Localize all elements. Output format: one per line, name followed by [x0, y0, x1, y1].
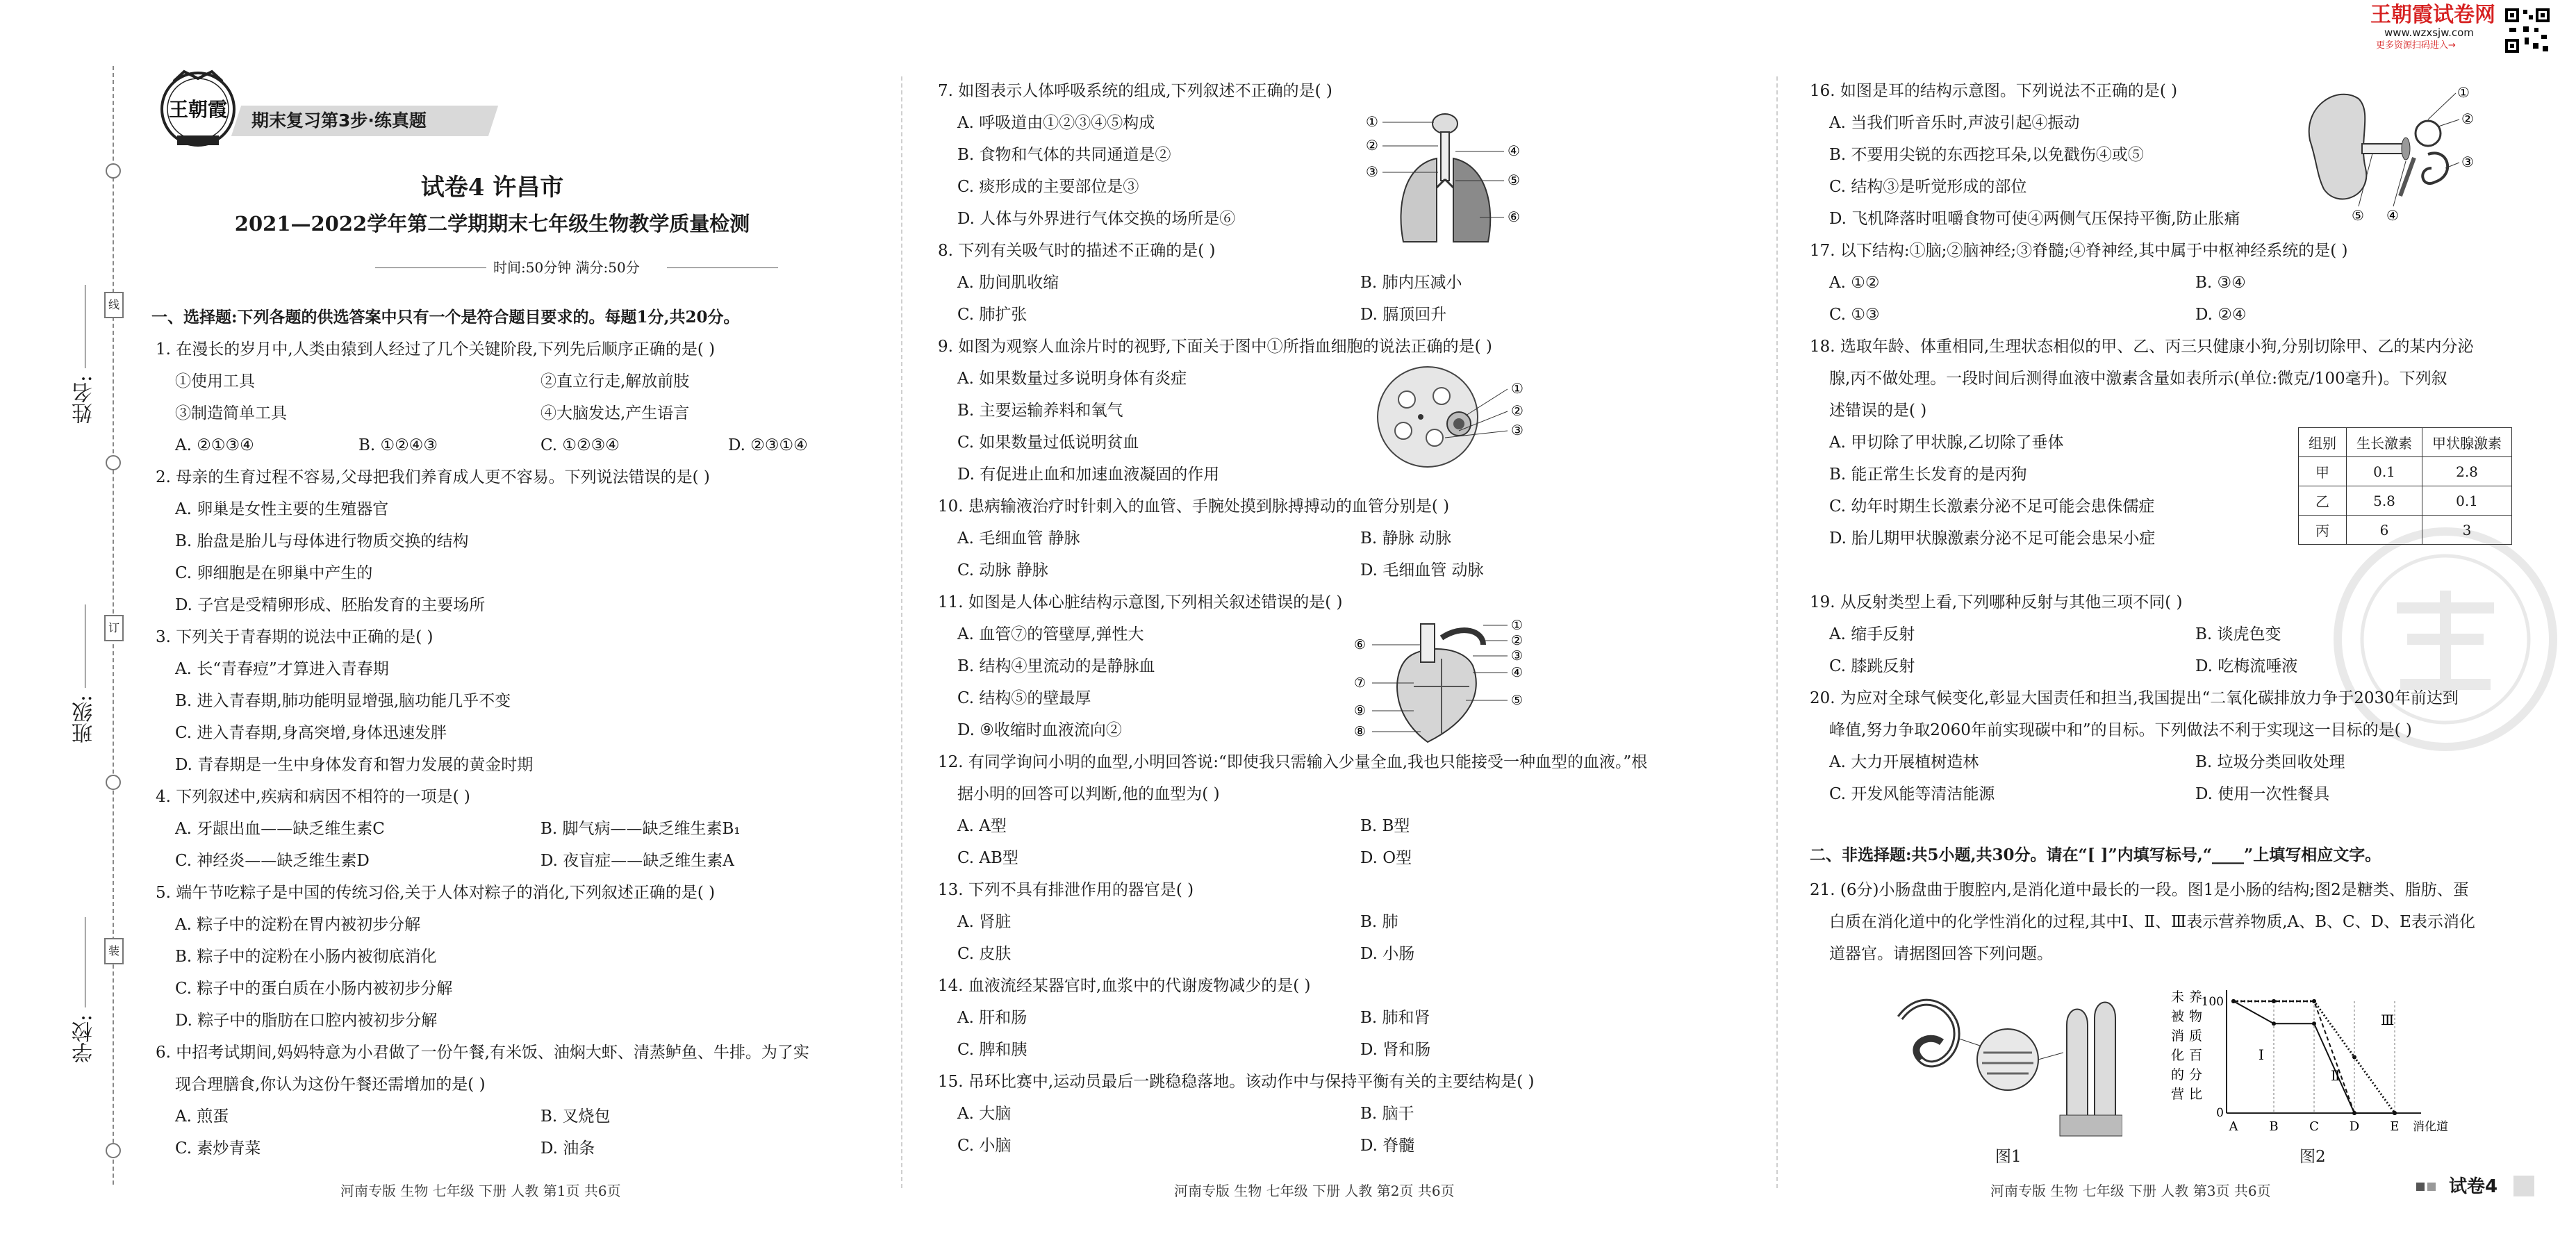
choice-d[interactable]: D. 子宫是受精卵形成、胚胎发育的主要场所: [175, 596, 486, 614]
corner-block: [2513, 1176, 2534, 1196]
choice-c[interactable]: C. 结构⑤的壁最厚: [957, 689, 1091, 707]
question-5: [151, 877, 888, 1037]
table-cell: 5.8: [2347, 486, 2422, 516]
question-8: [938, 235, 1758, 331]
choice-c[interactable]: C. 痰形成的主要部位是③: [957, 178, 1139, 196]
logo-seal-icon: [156, 66, 240, 149]
paper-title: 试卷4 许昌市: [420, 174, 564, 201]
table-cell: 0.1: [2422, 486, 2512, 516]
question-12: [938, 746, 1758, 874]
choice-d[interactable]: D. 夜盲症——缺乏维生素A: [540, 852, 734, 870]
column-divider: [1776, 76, 1778, 1188]
choice-d[interactable]: D. 油条: [540, 1139, 595, 1158]
ear-structure-figure: [2296, 78, 2477, 224]
choice-b[interactable]: B. ①②④③: [358, 436, 438, 454]
data-point: [2272, 999, 2276, 1003]
figure-label: ⑥: [1508, 208, 1520, 225]
question-stem: 3. 下列关于青春期的说法中正确的是( ): [156, 628, 434, 646]
page-footer: 河南专版 生物 七年级 下册 人教 第3页 共6页: [1990, 1183, 2271, 1199]
choice-a[interactable]: A. 当我们听音乐时,声波引起④振动: [1829, 114, 2080, 132]
question-stem: 峰值,努力争取2060年前实现碳中和”的目标。下列做法不利于实现这一目标的是( ): [1829, 721, 2412, 739]
binding-hole: [106, 775, 121, 790]
section1-heading: 一、选择题:下列各题的供选答案中只有一个是符合题目要求的。每题1分,共20分。: [151, 308, 740, 327]
choice-b[interactable]: B. 粽子中的淀粉在小肠内被彻底消化: [175, 948, 437, 966]
name-label: 姓名:: [72, 375, 97, 425]
figure-label: ③: [1366, 163, 1378, 180]
question-stem: 15. 吊环比赛中,运动员最后一跳稳稳落地。该动作中与保持平衡有关的主要结构是( ): [938, 1073, 1535, 1091]
choice-c[interactable]: C. 肺扩张: [957, 306, 1027, 324]
choice-d[interactable]: D. 人体与外界进行气体交换的场所是⑥: [957, 210, 1236, 228]
figure-label: ③: [1511, 422, 1524, 438]
question-stem: 4. 下列叙述中,疾病和病因不相符的一项是( ): [156, 788, 470, 806]
choice-a[interactable]: A. 呼吸道由①②③④⑤构成: [957, 114, 1155, 132]
question-stem: 现合理膳食,你认为这份午餐还需增加的是( ): [175, 1076, 486, 1094]
question-stem: 11. 如图是人体心脏结构示意图,下列相关叙述错误的是( ): [938, 593, 1343, 611]
question-7: [938, 75, 1758, 235]
question-stem: 12. 有同学询问小明的血型,小明回答说:“即使我只需输入少量全血,我也只能接受一种血型的血液。”根: [938, 753, 1648, 771]
choice-b[interactable]: B. ③④: [2195, 274, 2246, 292]
choice-a[interactable]: A. ①②: [1829, 274, 1880, 292]
school-label: 学校:: [72, 1014, 97, 1064]
binding-tag: 订: [104, 615, 124, 641]
choice-a[interactable]: A. 卵巢是女性主要的生殖器官: [175, 500, 389, 518]
data-point: [2272, 1021, 2276, 1026]
choice-b[interactable]: B. 主要运输养料和氧气: [957, 402, 1123, 420]
question-11: [938, 586, 1758, 746]
data-point: [2312, 1021, 2316, 1026]
choice-d[interactable]: D. 有促进止血和加速血液凝固的作用: [957, 466, 1220, 484]
figure-label: ②: [1511, 402, 1524, 419]
table-cell: 6: [2347, 516, 2422, 545]
digestion-chart: [2157, 976, 2466, 1139]
choice-c[interactable]: C. 开发风能等清洁能源: [1829, 785, 1995, 803]
choice-d[interactable]: D. 飞机降落时咀嚼食物可使④两侧气压保持平衡,防止胀痛: [1829, 210, 2240, 228]
choice-a[interactable]: A. 甲切除了甲状腺,乙切除了垂体: [1829, 434, 2064, 452]
figure-caption: 图1: [1995, 1148, 2022, 1166]
choice-c[interactable]: C. 幼年时期生长激素分泌不足可能会患侏儒症: [1829, 497, 2155, 516]
figure-caption: 图2: [2300, 1148, 2326, 1166]
y-tick-label: 100: [2201, 995, 2224, 1009]
question-stem: 13. 下列不具有排泄作用的器官是( ): [938, 881, 1194, 899]
figure-label: ②: [1511, 633, 1524, 648]
data-point: [2393, 1111, 2397, 1115]
choice-c[interactable]: C. 皮肤: [957, 945, 1012, 963]
choice-d[interactable]: D. 肾和肠: [1360, 1041, 1431, 1059]
svg-text:王朝霞: 王朝霞: [168, 98, 228, 121]
data-point: [2312, 999, 2316, 1003]
choice-d[interactable]: D. 吃梅流唾液: [2195, 657, 2298, 675]
choice-d[interactable]: D. 脊髓: [1360, 1137, 1415, 1155]
question-14: [938, 970, 1758, 1066]
x-tick-label: C: [2309, 1119, 2319, 1134]
choice-b[interactable]: B. 不要用尖锐的东西挖耳朵,以免戳伤④或⑤: [1829, 146, 2144, 164]
question-stem: 道器官。请据图回答下列问题。: [1829, 945, 2053, 963]
chart-ylabel: 未被消化的营养物质百分比: [2171, 989, 2203, 1102]
small-intestine-figure: [1893, 976, 2122, 1143]
choice-d[interactable]: D. ②④: [2195, 306, 2247, 324]
meta-rule: [667, 267, 778, 268]
x-tick-label: B: [2269, 1119, 2279, 1134]
series-label-1: Ⅰ: [2259, 1046, 2264, 1063]
table-cell: 3: [2422, 516, 2512, 545]
choice-b[interactable]: B. 胎盘是胎儿与母体进行物质交换的结构: [175, 532, 469, 550]
site-slogan: 更多资源扫码进入→: [2376, 40, 2456, 51]
class-label: 班级:: [72, 695, 97, 744]
binding-hole: [106, 1143, 121, 1158]
figure-label: ⑥: [1354, 637, 1367, 652]
corner-square-icon: [2427, 1183, 2436, 1191]
choice-c[interactable]: C. 粽子中的蛋白质在小肠内被初步分解: [175, 980, 453, 998]
choice-a[interactable]: A. 如果数量过多说明身体有炎症: [957, 370, 1187, 388]
respiratory-system-figure: [1362, 103, 1528, 249]
table-header: 甲状腺激素: [2422, 428, 2512, 457]
x-tick-label: A: [2229, 1119, 2238, 1134]
question-9: [938, 331, 1758, 491]
question-6: [151, 1037, 888, 1164]
question-stem: 10. 患病输液治疗时针刺入的血管、手腕处摸到脉搏搏动的血管分别是( ): [938, 497, 1450, 516]
figure-label: ①: [2457, 84, 2470, 101]
option-item: ①使用工具: [175, 372, 255, 390]
hormone-table: [2298, 427, 2512, 545]
question-stem: 6. 中招考试期间,妈妈特意为小君做了一份午餐,有米饭、油焖大虾、清蒸鲈鱼、牛排。为了实: [156, 1044, 809, 1062]
choice-d[interactable]: D. 胎儿期甲状腺激素分泌不足可能会患呆小症: [1829, 529, 2156, 548]
question-2: [151, 461, 888, 621]
figure-label: ③: [2461, 154, 2474, 170]
question-stem: 17. 以下结构:①脑;②脑神经;③脊髓;④脊神经,其中属于中枢神经系统的是( ): [1810, 242, 2348, 260]
choice-d[interactable]: D. 青春期是一生中身体发育和智力发展的黄金时期: [175, 756, 534, 774]
choice-c[interactable]: C. 脾和胰: [957, 1041, 1027, 1059]
choice-d[interactable]: D. O型: [1360, 849, 1412, 867]
choice-a[interactable]: A. 毛细血管 静脉: [957, 529, 1080, 548]
choice-d[interactable]: D. 小肠: [1360, 945, 1415, 963]
paper-meta: 时间:50分钟 满分:50分: [493, 259, 640, 276]
figure-label: ④: [1511, 665, 1524, 680]
choice-d[interactable]: D. ⑨收缩时血液流向②: [957, 721, 1122, 739]
figure-label: ④: [2386, 207, 2399, 224]
page-footer: 河南专版 生物 七年级 下册 人教 第1页 共6页: [340, 1183, 621, 1199]
choice-a[interactable]: A. 大脑: [957, 1105, 1012, 1123]
choice-c[interactable]: C. 卵细胞是在卵巢中产生的: [175, 564, 373, 582]
choice-d[interactable]: D. 毛细血管 动脉: [1360, 561, 1484, 579]
choice-a[interactable]: A. 大力开展植树造林: [1829, 753, 1979, 771]
question-stem: 5. 端午节吃粽子是中国的传统习俗,关于人体对粽子的消化,下列叙述正确的是( ): [156, 884, 716, 902]
choice-c[interactable]: C. 素炒青菜: [175, 1139, 261, 1158]
x-tick-label: D: [2349, 1119, 2360, 1134]
choice-a[interactable]: A. 肋间肌收缩: [957, 274, 1059, 292]
choice-a[interactable]: A. 粽子中的淀粉在胃内被初步分解: [175, 916, 421, 934]
question-stem: 16. 如图是耳的结构示意图。下列说法不正确的是( ): [1810, 82, 2178, 100]
figure-label: ⑨: [1354, 703, 1367, 718]
question-20: [1810, 682, 2539, 810]
choice-a[interactable]: A. 血管⑦的管壁厚,弹性大: [957, 625, 1144, 643]
choice-b[interactable]: B. 结构④里流动的是静脉血: [957, 657, 1155, 675]
choice-b[interactable]: B. 肺: [1360, 913, 1398, 931]
choice-a[interactable]: A. 肾脏: [957, 913, 1012, 931]
choice-b[interactable]: B. 叉烧包: [540, 1108, 611, 1126]
heart-structure-figure: [1351, 617, 1532, 749]
choice-d[interactable]: D. ②③①④: [728, 436, 808, 454]
table-cell: 2.8: [2422, 457, 2512, 486]
option-item: ③制造简单工具: [175, 404, 287, 422]
choice-b[interactable]: B. 进入青春期,肺功能明显增强,脑功能几乎不变: [175, 692, 511, 710]
series-label-3: Ⅲ: [2381, 1012, 2395, 1028]
choice-c[interactable]: C. 神经炎——缺乏维生素D: [175, 852, 370, 870]
blood-smear-figure: [1369, 361, 1528, 472]
figure-label: ⑧: [1354, 724, 1367, 739]
figure-label: ②: [2461, 110, 2474, 127]
choice-b[interactable]: B. 脑干: [1360, 1105, 1414, 1123]
question-17: [1810, 235, 2539, 331]
site-url: www.wzxsjw.com: [2384, 26, 2474, 39]
figure-label: ①: [1511, 618, 1524, 633]
question-4: [151, 781, 888, 877]
question-stem: 述错误的是( ): [1829, 402, 1927, 420]
choice-b[interactable]: B. 能正常生长发育的是丙狗: [1829, 466, 2027, 484]
table-cell: 甲: [2299, 457, 2347, 486]
choice-c[interactable]: C. ①③: [1829, 306, 1880, 324]
choice-a[interactable]: A. 长“青春痘”才算进入青春期: [175, 660, 389, 678]
paper-subtitle: 2021—2022学年第二学期期末七年级生物教学质量检测: [234, 212, 750, 236]
choice-a[interactable]: A. 牙龈出血——缺乏维生素C: [175, 820, 385, 838]
choice-b[interactable]: B. 肺和肾: [1360, 1009, 1430, 1027]
choice-c[interactable]: C. 小脑: [957, 1137, 1012, 1155]
y-tick-label: 0: [2216, 1106, 2224, 1120]
question-10: [938, 491, 1758, 586]
question-stem: 19. 从反射类型上看,下列哪种反射与其他三项不同( ): [1810, 593, 2183, 611]
choice-b[interactable]: B. 肺内压减小: [1360, 274, 1462, 292]
choice-c[interactable]: C. 结构③是听觉形成的部位: [1829, 178, 2027, 196]
choice-b[interactable]: B. 食物和气体的共同通道是②: [957, 146, 1171, 164]
choice-c[interactable]: C. AB型: [957, 849, 1018, 867]
question-stem: 9. 如图为观察人血涂片时的视野,下面关于图中①所指血细胞的说法正确的是( ): [938, 338, 1492, 356]
question-stem: 据小明的回答可以判断,他的血型为( ): [957, 785, 1220, 803]
section2-heading: 二、非选择题:共5小题,共30分。请在“[ ]”内填写标号,“____”上填写相应文字。: [1810, 846, 2381, 864]
choice-c[interactable]: C. 如果数量过低说明贫血: [957, 434, 1139, 452]
question-stem: 21. (6分)小肠盘曲于腹腔内,是消化道中最长的一段。图1是小肠的结构;图2是糖类、脂肪、蛋: [1810, 881, 2469, 899]
figure-label: ④: [1508, 142, 1520, 159]
paper-tag: 试卷4: [2449, 1176, 2498, 1197]
table-header: 生长激素: [2347, 428, 2422, 457]
page-footer: 河南专版 生物 七年级 下册 人教 第2页 共6页: [1174, 1183, 1455, 1199]
table-cell: 0.1: [2347, 457, 2422, 486]
choice-d[interactable]: D. 使用一次性餐具: [2195, 785, 2330, 803]
figure-label: ②: [1366, 137, 1378, 154]
table-header: 组别: [2299, 428, 2347, 457]
figure-label: ⑤: [1511, 693, 1524, 708]
question-1: [151, 334, 888, 461]
meta-rule: [375, 267, 486, 268]
choice-a[interactable]: A. 肝和肠: [957, 1009, 1027, 1027]
question-stem: 18. 选取年龄、体重相同,生理状态相似的甲、乙、丙三只健康小狗,分别切除甲、乙的某内分泌: [1810, 338, 2474, 356]
series-label-2: Ⅱ: [2331, 1067, 2340, 1084]
question-stem: 腺,丙不做处理。一段时间后测得血液中激素含量如表所示(单位:微克/100毫升)。下列叙: [1829, 370, 2447, 388]
corner-square-icon: [2416, 1183, 2425, 1191]
choice-b[interactable]: B. 垃圾分类回收处理: [2195, 753, 2345, 771]
figure-label: ③: [1511, 648, 1524, 664]
choice-a[interactable]: A. ②①③④: [175, 436, 254, 454]
question-13: [938, 874, 1758, 970]
choice-b[interactable]: B. 静脉 动脉: [1360, 529, 1451, 548]
column-divider: [901, 76, 902, 1188]
question-stem: 白质在消化道中的化学性消化的过程,其中Ⅰ、Ⅱ、Ⅲ表示营养物质,A、B、C、D、E表示消化: [1829, 913, 2475, 931]
figure-label: ⑤: [2352, 207, 2364, 224]
data-point: [2352, 1111, 2356, 1115]
data-point: [2231, 999, 2236, 1003]
brand-logo: [156, 66, 240, 149]
choice-c[interactable]: C. ①②③④: [540, 436, 620, 454]
figure-label: ①: [1366, 113, 1378, 130]
choice-a[interactable]: A. A型: [957, 817, 1007, 835]
question-3: [151, 621, 888, 781]
chart-xlabel: 消化道: [2413, 1120, 2448, 1134]
binding-tag: 线: [104, 292, 124, 318]
x-tick-label: E: [2390, 1119, 2400, 1134]
option-item: ②直立行走,解放前肢: [540, 372, 690, 390]
option-item: ④大脑发达,产生语言: [540, 404, 690, 422]
table-cell: 丙: [2299, 516, 2347, 545]
qr-code-icon[interactable]: [2504, 7, 2551, 54]
choice-d[interactable]: D. 膈顶回升: [1360, 306, 1447, 324]
choice-c[interactable]: C. 膝跳反射: [1829, 657, 1915, 675]
choice-b[interactable]: B. 脚气病——缺乏维生素B₁: [540, 820, 741, 838]
question-stem: 1. 在漫长的岁月中,人类由猿到人经过了几个关键阶段,下列先后顺序正确的是( ): [156, 340, 716, 359]
figure-label: ⑦: [1354, 675, 1367, 691]
binding-tag: 装: [104, 938, 124, 964]
site-name: 王朝霞试卷网: [2370, 3, 2495, 27]
choice-b[interactable]: B. 谈虎色变: [2195, 625, 2281, 643]
question-21: [1810, 874, 2546, 970]
figure-label: ①: [1511, 380, 1524, 397]
table-cell: 乙: [2299, 486, 2347, 516]
question-stem: 14. 血液流经某器官时,血浆中的代谢废物减少的是( ): [938, 977, 1311, 995]
question-stem: 20. 为应对全球气候变化,彰显大国责任和担当,我国提出“二氧化碳排放力争于2030年前达到: [1810, 689, 2459, 707]
binding-hole: [106, 455, 121, 470]
question-15: [938, 1066, 1758, 1162]
question-stem: 8. 下列有关吸气时的描述不正确的是( ): [938, 242, 1216, 260]
choice-a[interactable]: A. 煎蛋: [175, 1108, 229, 1126]
figure-label: ⑤: [1508, 172, 1520, 188]
choice-a[interactable]: A. 缩手反射: [1829, 625, 1915, 643]
question-19: [1810, 586, 2539, 682]
choice-b[interactable]: B. B型: [1360, 817, 1410, 835]
question-stem: 2. 母亲的生育过程不容易,父母把我们养育成人更不容易。下列说法错误的是( ): [156, 468, 710, 486]
choice-c[interactable]: C. 动脉 静脉: [957, 561, 1048, 579]
question-stem: 7. 如图表示人体呼吸系统的组成,下列叙述不正确的是( ): [938, 82, 1332, 100]
data-point: [2352, 1055, 2356, 1060]
choice-d[interactable]: D. 粽子中的脂肪在口腔内被初步分解: [175, 1012, 438, 1030]
step-badge: 期末复习第3步·练真题: [251, 110, 427, 131]
choice-c[interactable]: C. 进入青春期,身高突增,身体迅速发胖: [175, 724, 447, 742]
